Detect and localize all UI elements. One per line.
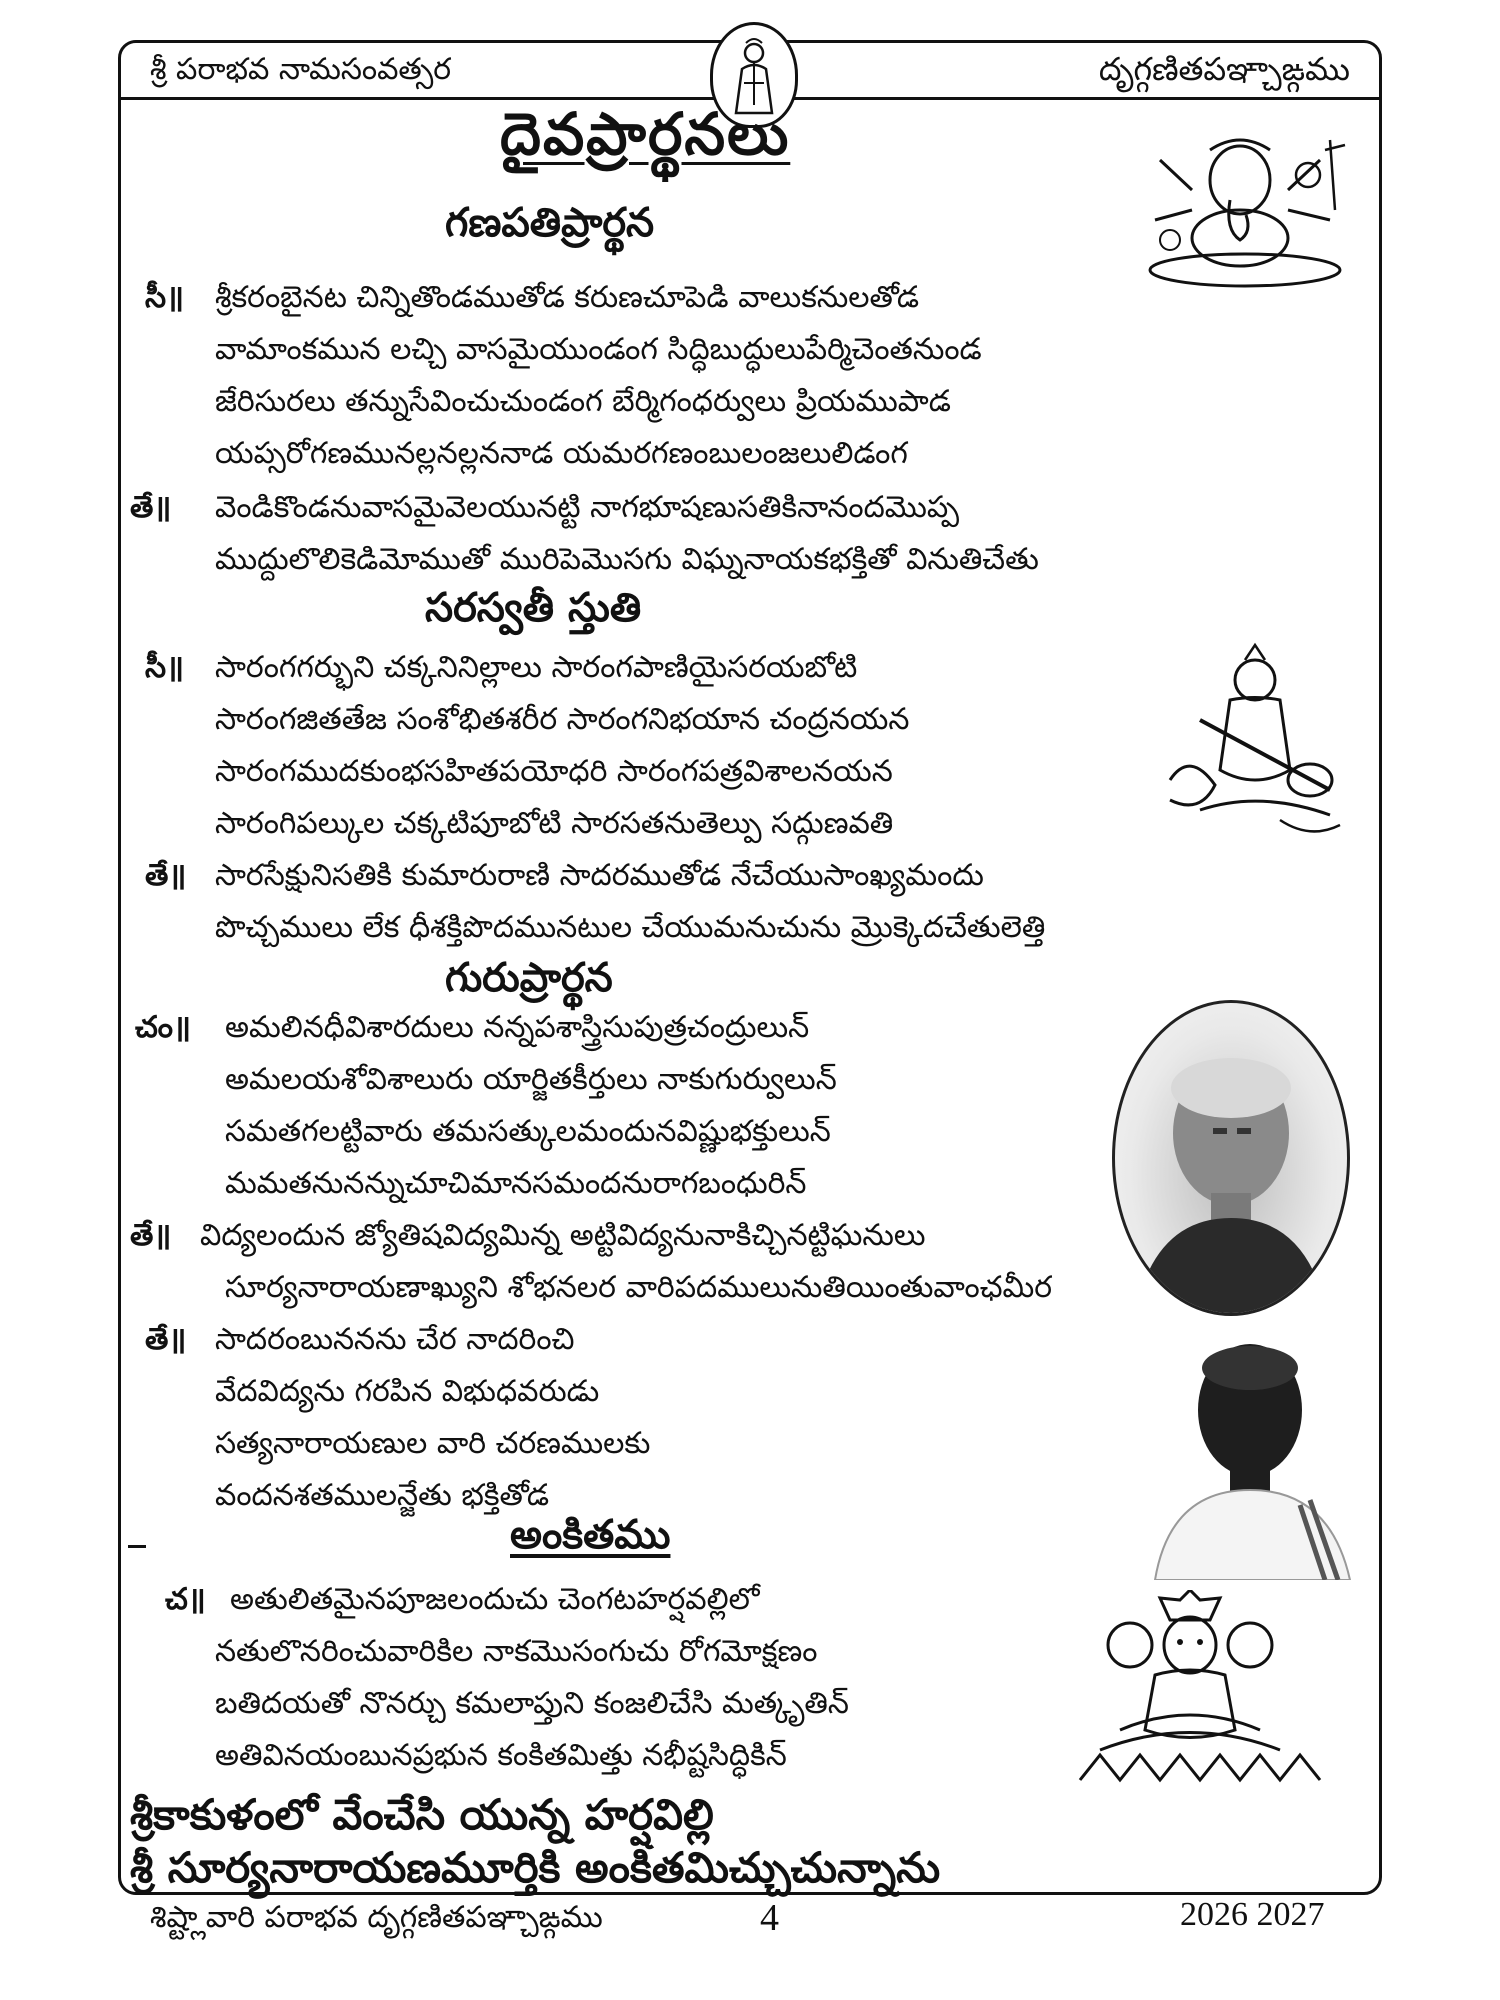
verse-mark: తే॥: [145, 1322, 187, 1357]
verse-mark: చ॥: [165, 1582, 206, 1617]
footer-years: 2026 2027: [1180, 1896, 1325, 1933]
verse-mark: తే॥: [130, 1218, 172, 1253]
saraswati-heading: సరస్వతీ స్తుతి: [425, 585, 642, 631]
footer-title: శిష్ట్లావారి పరాభవ దృగ్గణితపఞ్చాఙ్గము: [150, 1900, 603, 1935]
verse-line: సాదరంబుననను చేర నాదరించి: [215, 1322, 575, 1357]
verse-line: అతులితమైనపూజలందుచు చెంగటహర్షవల్లిలో: [230, 1582, 760, 1617]
verse-line: విద్యలందున జ్యోతిషవిద్యమిన్న అట్టివిద్యనునాకిచ్చినట్టిఘనులు: [200, 1218, 926, 1253]
verse-line: సారంగముదకుంభసహితపయోధరి సారంగపత్రవిశాలనయన: [215, 754, 893, 789]
ganapati-heading: గణపతిప్రార్థన: [445, 200, 655, 246]
verse-mark: సీ॥: [145, 650, 185, 685]
verse-line: నతులొనరించువారికిల నాకమొసంగుచు రోగమోక్షణం: [215, 1634, 818, 1669]
verse-line: అతివినయంబునప్రభున కంకితమిత్తు నభీష్టసిద్ధికిన్: [215, 1738, 787, 1773]
verse-line: జేరిసురలు తన్నుసేవించుచుండంగ బేర్మిగంధర్వులు ప్రియముపాడ: [215, 384, 951, 419]
verse-line: సత్యనారాయణుల వారి చరణములకు: [215, 1426, 651, 1461]
verse-line: వెండికొండనువాసమైవెలయునట్టి నాగభూషణుసతికినానందమొప్ప: [215, 490, 960, 525]
verse-mark: సీ॥: [145, 280, 185, 315]
dedication-line-1: శ్రీకాకుళంలో వేంచేసి యున్న హర్షవిల్లి: [130, 1790, 714, 1839]
page-title: దైవప్రార్థనలు: [500, 100, 791, 168]
guru-portrait-photo: [1112, 1000, 1350, 1316]
ganesha-illustration: [1130, 120, 1360, 290]
verse-line: సారసేక్షునిసతికి కుమారురాణి సాదరముతోడ నేచేయుసాంఖ్యమందు: [215, 858, 984, 893]
verse-mark: చం॥: [135, 1010, 191, 1045]
verse-line: సమతగలట్టివారు తమసత్కులమందునవిష్ణుభక్తులున్: [225, 1114, 831, 1149]
verse-line: వందనశతములన్జేతు భక్తితోడ: [215, 1478, 550, 1513]
page-number: 4: [760, 1897, 779, 1939]
verse-line: శ్రీకరంబైనట చిన్నితొండముతోడ కరుణచూపెడి వాలుకనులతోడ: [215, 280, 920, 315]
verse-line: అమలినధీవిశారదులు నన్నపశాస్త్రిసుపుత్రచంద్రులున్: [225, 1010, 810, 1045]
verse-line: సారంగగర్భుని చక్కనినిల్లాలు సారంగపాణియైసరయబోటి: [215, 650, 858, 685]
saraswati-illustration: [1160, 640, 1360, 840]
verse-line: వేదవిద్యను గరపిన విభుధవరుడు: [215, 1374, 600, 1409]
verse-mark: తే॥: [130, 490, 172, 525]
margin-dash: [128, 1545, 146, 1548]
verse-line: సారంగిపల్కుల చక్కటిపూబోటి సారసతనుతెల్పు సద్గుణవతి: [215, 806, 894, 841]
verse-line: బతిదయతో నొనర్చు కమలాప్తుని కంజలిచేసి మత్కృతిన్: [215, 1686, 849, 1721]
verse-line: ముద్దులొలికెడిమోముతో మురిపెమొసగు విఘ్ననాయకభక్తితో వినుతిచేతు: [215, 542, 1039, 577]
verse-line: వామాంకమున లచ్చి వాసమైయుండంగ సిద్ధిబుద్ధులుపేర్మిచెంతనుండ: [215, 332, 982, 367]
verse-mark: తే॥: [145, 858, 187, 893]
dedication-line-2: శ్రీ సూర్యనారాయణమూర్తికి అంకితమిచ్చుచున్నాను: [130, 1843, 941, 1892]
header-panchangam-name: దృగ్గణితపఞ్చాఙ్గము: [1098, 50, 1350, 88]
surya-deity-illustration: [1060, 1590, 1340, 1790]
guru-heading: గురుప్రార్థన: [445, 955, 613, 1001]
verse-line: సారంగజితతేజ సంశోభితశరీర సారంగనిభయాన చంద్రనయన: [215, 702, 910, 737]
verse-line: పొచ్చములు లేక ధీశక్తిపొదమునటుల చేయుమనుచును మ్రొక్కెదచేతులెత్తి: [215, 910, 1046, 945]
verse-line: మమతనునన్నుచూచిమానసమందనురాగబంధురిన్: [225, 1166, 807, 1201]
dedication-heading: అంకితము: [510, 1512, 671, 1558]
verse-line: యప్సరోగణమునల్లనల్లననాడ యమరగణంబులంజలులిడంగ: [215, 436, 908, 471]
header-year-name: శ్రీ పరాభవ నామసంవత్సర: [150, 52, 452, 87]
teacher-photo: [1150, 1330, 1360, 1580]
verse-line: సూర్యనారాయణాఖ్యుని శోభనలర వారిపదములునుతియింతువాంఛమీర: [225, 1270, 1053, 1305]
verse-line: అమలయశోవిశాలురు యార్జితకీర్తులు నాకుగుర్వులున్: [225, 1062, 837, 1097]
